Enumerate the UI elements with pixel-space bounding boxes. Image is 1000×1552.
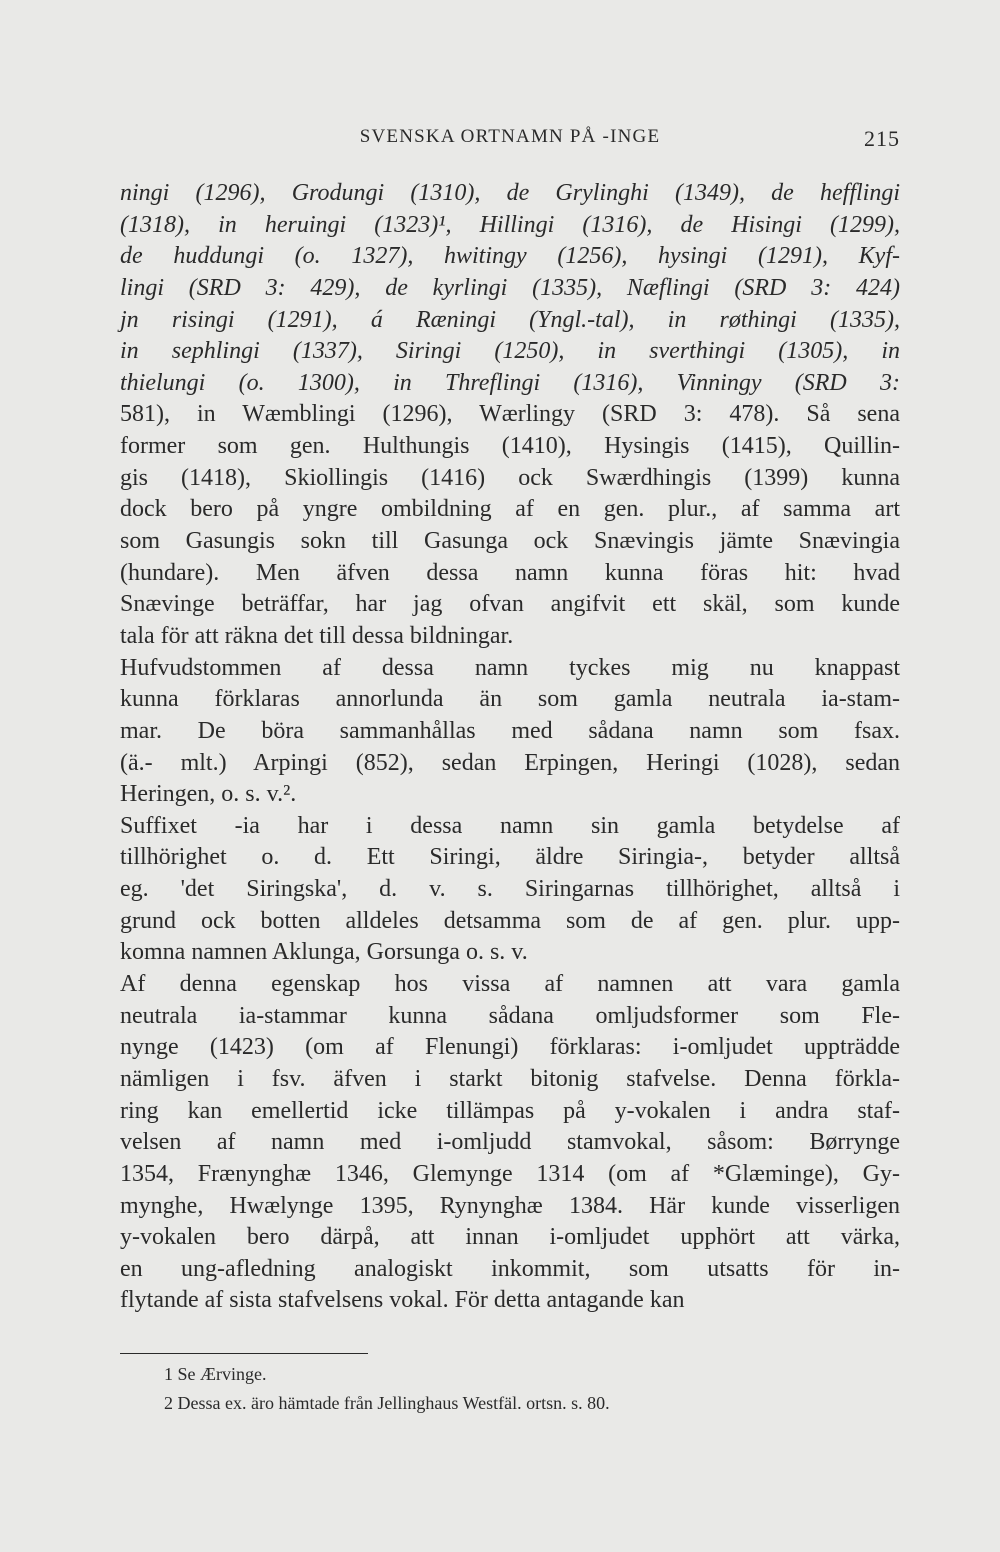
text-line: ningi (1296), Grodungi (1310), de Grylinghi (1349), de hefflingi [120,180,900,206]
text-line: mar. De böra sammanhållas med sådana namn som fsax. [120,717,900,744]
text-line: Heringen, o. s. v.². [120,781,297,808]
text-line: nynge (1423) (om af Flenungi) förklaras: i-omljudet uppträdde [120,1034,900,1061]
text-line: lingi (SRD 3: 429), de kyrlingi (1335), Næflingi (SRD 3: 424) [120,274,900,301]
text-line: dock bero på yngre ombildning af en gen. plur., af samma art [120,496,900,523]
footnote: 2 Dessa ex. äro hämtade från Jellinghaus Westfäl. ortsn. s. 80. [164,1393,610,1413]
text-line: de huddungi (o. 1327), hwitingy (1256), hysingi (1291), Kyf- [120,243,900,270]
footnotes [120,1360,900,1418]
text-line: (hundare). Men äfven dessa namn kunna föras hit: hvad [120,559,900,586]
text-line: nämligen i fsv. äfven i starkt bitonig stafvelse. Denna förkla- [120,1065,900,1092]
text-line: neutrala ia-stammar kunna sådana omljudsformer som Fle- [120,1002,900,1029]
text-line: (ä.- mlt.) Arpingi (852), sedan Erpingen, Heringi (1028), sedan [120,749,900,776]
page-number: 215 [864,126,900,151]
text-line: thielungi (o. 1300), in Threflingi (1316), Vinningy (SRD 3: [120,369,900,396]
text-line: 1354, Frænynghæ 1346, Glemynge 1314 (om af *Glæminge), Gy- [120,1160,900,1187]
text-line: in sephlingi (1337), Siringi (1250), in sverthingi (1305), in [120,338,900,365]
running-head: SVENSKA ORTNAMN PÅ -INGE [359,126,661,147]
page-header [120,126,900,156]
text-line: kunna förklaras annorlunda än som gamla neutrala ia-stam- [120,686,900,713]
text-line: ring kan emellertid icke tillämpas på y-vokalen i andra staf- [120,1097,900,1124]
text-line: grund ock botten alldeles detsamma som de af gen. plur. upp- [120,907,900,934]
text-line: som Gasungis sokn till Gasunga ock Snævingis jämte Snævingia [120,528,900,555]
text-line: 581), in Wæmblingi (1296), Wærlingy (SRD 3: 478). Så sena [120,401,900,428]
text-line: eg. 'det Siringska', d. v. s. Siringarnas tillhörighet, alltså i [120,876,900,903]
text-line: komna namnen Aklunga, Gorsunga o. s. v. [120,939,528,966]
text-line: Suffixet -ia har i dessa namn sin gamla betydelse af [120,812,900,839]
text-line: y-vokalen bero därpå, att innan i-omljudet upphört att värka, [120,1224,900,1251]
text-line: mynghe, Hwælynge 1395, Rynynghæ 1384. Här kunde visserligen [120,1192,900,1219]
text-line: tala för att räkna det till dessa bildningar. [120,622,514,649]
text-line: velsen af namn med i-omljudd stamvokal, såsom: Børrynge [120,1129,900,1156]
footnote-rule [120,1353,368,1354]
text-line: (1318), in heruingi (1323)¹, Hillingi (1316), de Hisingi (1299), [120,211,900,238]
body-text [120,178,900,1317]
text-line: Snævinge beträffar, har jag ofvan angifvit ett skäl, som kunde [120,591,900,618]
text-line: jn risingi (1291), á Ræningi (Yngl.-tal), in røthingi (1335), [120,306,900,333]
text-line: flytande af sista stafvelsens vokal. För detta antagande kan [120,1287,685,1314]
text-line: gis (1418), Skiollingis (1416) ock Swærdhingis (1399) kunna [120,464,900,491]
text-line: former som gen. Hulthungis (1410), Hysingis (1415), Quillin- [120,433,900,460]
text-line: en ung-afledning analogiskt inkommit, som utsatts för in- [120,1255,900,1282]
text-line: Af denna egenskap hos vissa af namnen att vara gamla [120,971,900,998]
text-line: tillhörighet o. d. Ett Siringi, äldre Siringia-, betyder alltså [120,844,900,871]
text-line: Hufvudstommen af dessa namn tyckes mig nu knappast [120,654,900,681]
footnote: 1 Se Ærvinge. [164,1364,267,1384]
